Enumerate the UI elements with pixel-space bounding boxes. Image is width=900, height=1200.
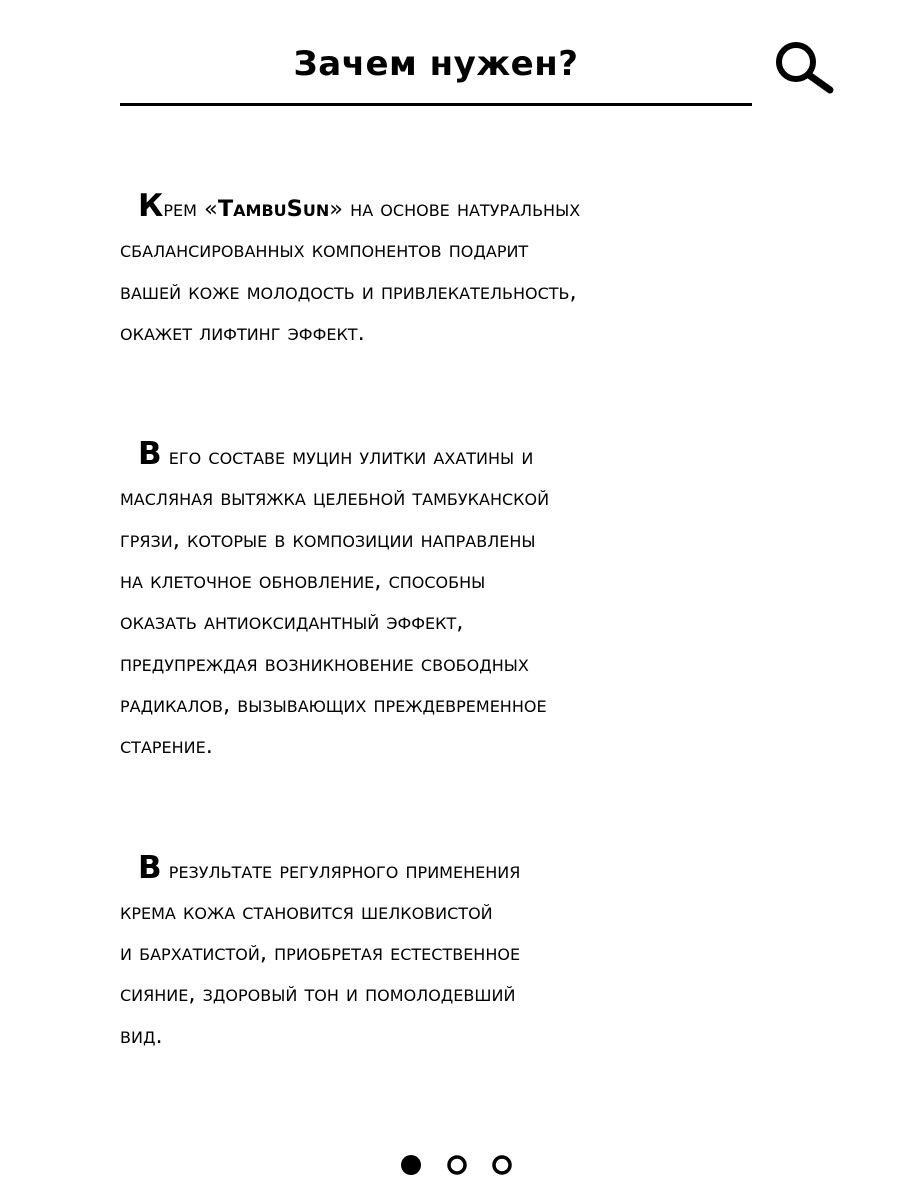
brand-name: TambuSun — [217, 196, 330, 222]
text-line: крема кожа становится шелковистой — [120, 898, 493, 925]
text-line — [120, 848, 800, 892]
drop-letter: К — [138, 188, 164, 224]
page-dot-2[interactable] — [449, 1157, 465, 1173]
text-fragment: » на основе натуральных — [329, 196, 581, 222]
text-line: сбалансированных компонентов подарит — [120, 237, 529, 264]
text-line: оказать антиоксидантный эффект, — [120, 609, 464, 636]
text-line: радикалов, вызывающих преждевременное — [120, 691, 547, 718]
search-icon[interactable] — [772, 38, 838, 96]
text-line: вашей коже молодость и привлекательность, — [120, 278, 577, 305]
text-line: и бархатистой, приобретая естественное — [120, 940, 521, 967]
text-line: старение. — [120, 733, 213, 760]
drop-letter: В — [138, 436, 162, 473]
description-text — [120, 186, 800, 1137]
text-line: грязи, которые в композиции направлены — [120, 526, 536, 553]
text-fragment: рем « — [163, 196, 218, 222]
paragraph-composition — [120, 434, 800, 767]
text-line: вид. — [120, 1022, 163, 1049]
text-line: масляная вытяжка целебной тамбуканской — [120, 485, 550, 512]
paragraph-intro — [120, 186, 800, 354]
page-dot-1-active[interactable] — [401, 1155, 421, 1175]
text-line: сияние, здоровый тон и помолодевший — [120, 981, 516, 1008]
pagination-dots — [400, 1154, 512, 1176]
text-line: на клеточное обновление, способны — [120, 568, 486, 595]
text-fragment: его составе муцин улитки ахатины и — [161, 444, 534, 471]
text-line — [120, 434, 800, 478]
drop-letter: В — [138, 849, 162, 886]
title-underline — [120, 103, 752, 106]
text-line: предупреждая возникновение свободных — [120, 650, 529, 677]
paragraph-result — [120, 848, 800, 1057]
text-fragment: результате регулярного применения — [161, 857, 521, 884]
page-dot-3[interactable] — [494, 1157, 510, 1173]
text-line: окажет лифтинг эффект. — [120, 319, 365, 346]
text-line — [120, 186, 800, 230]
page-title: Зачем нужен? — [293, 44, 579, 84]
